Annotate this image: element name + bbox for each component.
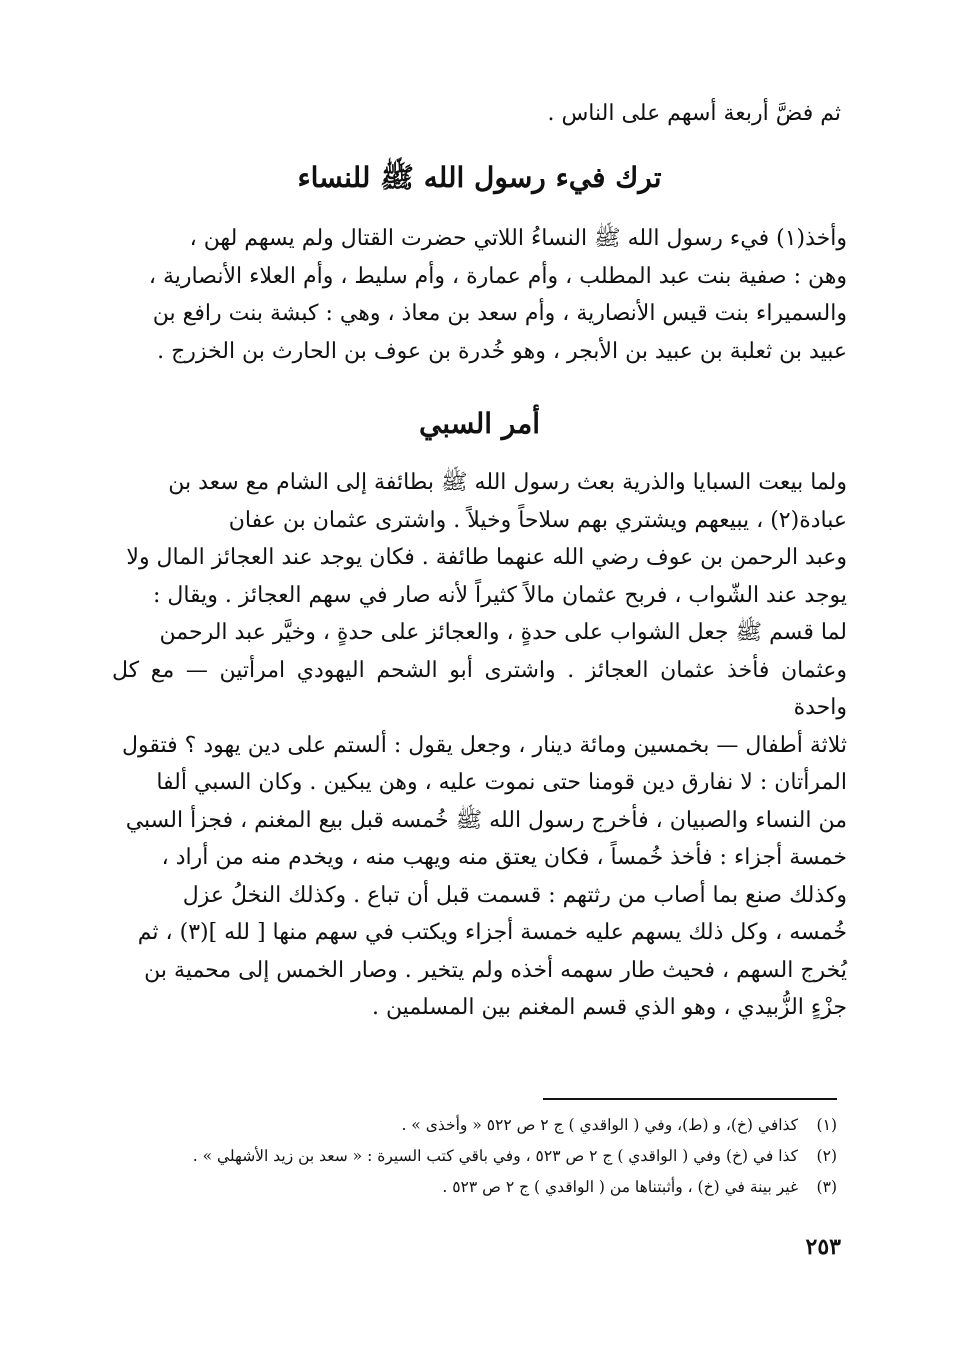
page-number: ٢٥٣ [805,1234,841,1260]
section-heading-women-share: ترك فيء رسول الله ﷺ للنساء [297,161,662,194]
footnote-text: كذا في (خ) وفي ( الواقدي ) ج ٢ ص ٥٢٣ ، وفي باقي كتب السيرة : « سعد بن زيد الأشهلي » . [192,1147,799,1165]
footnote-text: غير بينة في (خ) ، وأثبتناها من ( الواقدي ) ج ٢ ص ٥٢٣ . [442,1178,799,1196]
text-line: وهن : صفية بنت عبد المطلب ، وأم عمارة ، وأم سليط ، وأم العلاء الأنصارية ، [148,263,847,289]
text-line: من النساء والصبيان ، فأخرج رسول الله ﷺ خُمسه قبل بيع المغنم ، فجزأ السبي [125,807,847,833]
footnote-number: (٣) [816,1178,837,1196]
text-line: يوجد عند الشّواب ، فربح عثمان مالاً كثيراً لأنه صار في سهم العجائز . ويقال : [152,582,847,608]
text-line: والسميراء بنت قيس الأنصارية ، وأم سعد بن معاذ ، وهي : كبشة بنت رافع بن [152,301,847,326]
section2-body [112,464,847,1027]
text-line: خُمسه ، وكل ذلك يسهم عليه خمسة أجزاء ويكتب في سهم منها [ لله ](٣) ، ثم [137,920,847,945]
footnote-number: (٢) [816,1147,837,1165]
footnote-number: (١) [816,1116,837,1134]
text-line: وعبد الرحمن بن عوف رضي الله عنهما طائفة . فكان يوجد عند العجائز المال ولا [126,545,847,570]
footnote-text: كذافي (خ)، و (ط)، وفي ( الواقدي ) ج ٢ ص ٥٢٢ « وأخذى » . [401,1116,799,1134]
footnotes [112,1110,837,1203]
text-line: لما قسم ﷺ جعل الشواب على حدةٍ ، والعجائز على حدةٍ ، وخيَّر عبد الرحمن [159,620,847,645]
text-line: ولما بيعت السبايا والذرية بعث رسول الله ﷺ بطائفة إلى الشام مع سعد بن [168,470,847,495]
text-line: يُخرج السهم ، فحيث طار سهمه أخذه ولم يتخير . وصار الخمس إلى محمية بن [144,957,847,983]
text-line: وأخذ(١) فيء رسول الله ﷺ النساءُ اللاتي حضرت القتال ولم يسهم لهن ، [189,226,847,251]
text-line: جزْءٍ الزُّبيدي ، وهو الذي قسم المغنم بين المسلمين . [371,995,847,1020]
text-line: ثلاثة أطفال — بخمسين ومائة دينار ، وجعل يقول : ألستم على دين يهود ؟ فتقول [122,732,847,758]
section-heading-captives: أمر السبي [418,407,541,440]
footnote [112,1110,837,1141]
opening-line: ثم فضَّ أربعة أسهم على الناس . [547,101,841,126]
text-line: خمسة أجزاء : فأخذ خُمساً ، فكان يعتق منه ويهب منه ، ويخدم منه من أراد ، [161,845,847,870]
footnote-divider [543,1098,837,1100]
text-line: عبادة(٢) ، يبيعهم ويشتري بهم سلاحاً وخيلاً . واشترى عثمان بن عفان [228,507,847,533]
text-line: عبيد بن ثعلبة بن عبيد بن الأبجر ، وهو خُدرة بن عوف بن الحارث بن الخزرج . [157,338,847,364]
text-line: وعثمان فأخذ عثمان العجائز . واشترى أبو الشحم اليهودي امرأتين — مع كل واحدة [112,657,847,720]
section1-body [112,220,847,370]
footnote [112,1141,837,1172]
text-line: وكذلك صنع بما أصاب من رثتهم : قسمت قبل أن تباع . وكذلك النخلُ عزل [182,882,847,908]
text-line: المرأتان : لا نفارق دين قومنا حتى نموت عليه ، وهن يبكين . وكان السبي ألفا [156,770,847,795]
footnote [112,1172,837,1203]
